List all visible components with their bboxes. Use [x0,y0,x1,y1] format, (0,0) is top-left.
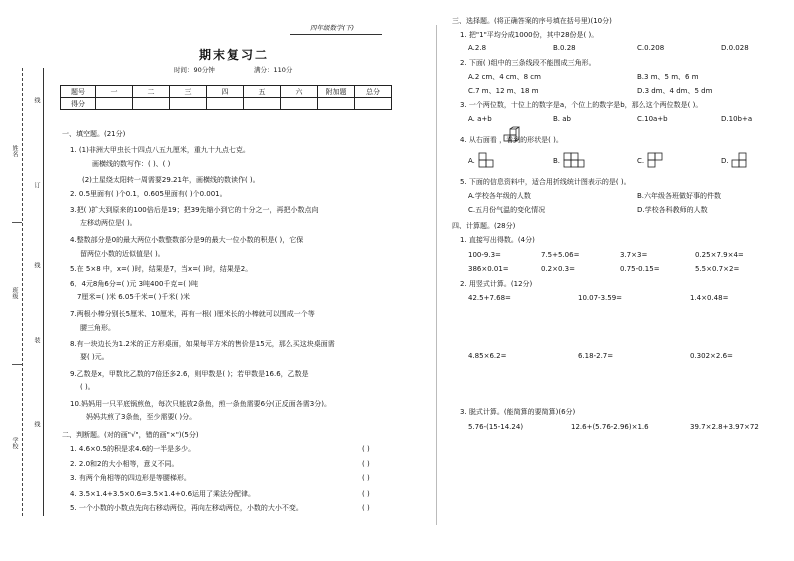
fill-q10a: 10.妈妈用一只平底锅煎鱼，每次只能放2条鱼，煎一条鱼需要6分(正反面各需3分)。 [70,400,331,408]
fill-q9a: 9.乙数是x，甲数比乙数的7倍还多2.6，则甲数是( )；若甲数是16.6，乙数是 [70,370,309,378]
choice-q2-b: B.3 m、5 m、6 m [637,73,699,81]
judge-answer-4[interactable]: ( ) [362,490,370,498]
vertical-calc: 10.07-3.59= [578,294,623,302]
fill-q1b: 画横线的数写作：( )、( ) [92,160,171,168]
choice-q4-c: C. [637,157,645,165]
choice-q4-a: A. [468,157,475,165]
fill-q7b: 腰三角形。 [80,324,115,332]
grade-subject: 四年级数学(下) [310,24,355,32]
vertical-calc: 4.85×6.2= [468,352,507,360]
oral-calc: 7.5+5.06= [541,251,580,259]
choice-q3-d: D.10b+a [721,115,753,123]
score-header-cell: 四 [207,86,244,98]
score-value-row [61,98,392,110]
judge-answer-5[interactable]: ( ) [362,504,370,512]
vertical-calc: 0.302×2.6= [690,352,733,360]
step-calc: 39.7×2.8+3.97×72 [690,423,759,431]
score-cell[interactable] [133,98,170,110]
name-blank [12,150,22,223]
oral-calc: 386×0.01= [468,265,509,273]
fill-q6a: 6．4元8角6分=( )元 3吨400千克=( )吨 [70,280,198,288]
judge-q5: 5. 一个小数的小数点先向右移动两位，再向左移动两位，小数的大小不变。 [70,504,303,512]
view-option-a-icon [478,152,494,168]
view-option-d-icon [731,152,747,168]
oral-calc: 0.25×7.9×4= [695,251,744,259]
fill-q10b: 妈妈共煎了3条鱼，至少需要( )分。 [86,413,197,421]
choice-q1-b: B.0.28 [553,44,576,52]
step-calc: 5.76-(15-14.24) [468,423,524,431]
fill-q1c: (2)土星绕太阳转一周需要29.21年，画横线的数读作( )。 [82,176,260,184]
fill-q7a: 7.两根小棒分别长5厘米、10厘米，再有一根( )厘米长的小棒就可以围成一个等 [70,310,315,318]
view-option-c-icon [647,152,663,168]
score-table [60,85,392,110]
section-2-heading: 二、判断题。(对的画"√"，错的画"×")(5分) [62,431,199,439]
choice-q3-b: B. ab [553,115,571,123]
score-header-cell: 题号 [61,86,96,98]
choice-q1-d: D.0.028 [721,44,749,52]
oral-calc: 0.75-0.15= [620,265,660,273]
choice-q5: 5. 下面的信息资料中，适合用折线统计图表示的是( )。 [460,178,631,186]
fill-q3b: 左移动两位是( )。 [80,219,137,227]
score-header-cell: 六 [281,86,318,98]
judge-q3: 3. 有两个角相等的四边形是等腰梯形。 [70,474,191,482]
choice-q2-a: A.2 cm、4 cm、8 cm [468,73,541,81]
cut-mark-line: 线 [33,97,40,103]
choice-q5-d: D.学校各科教师的人数 [637,206,708,214]
score-cell[interactable] [244,98,281,110]
score-cell[interactable] [318,98,355,110]
calc-1-heading: 1. 直接写出得数。(4分) [460,236,535,244]
binding-strip [0,0,60,561]
choice-q1-a: A.2.8 [468,44,487,52]
score-header-cell: 五 [244,86,281,98]
judge-answer-2[interactable]: ( ) [362,460,370,468]
score-cell[interactable] [170,98,207,110]
score-header-cell: 一 [96,86,133,98]
time-limit: 时间：90分钟 [174,66,215,74]
choice-q3: 3. 一个两位数，十位上的数字是a，个位上的数字是b，那么这个两位数是( )。 [460,101,703,109]
page-title: 期末复习二 [199,48,270,62]
choice-q2-c: C.7 m、12 m、18 m [468,87,539,95]
judge-q1: 1. 4.6×0.5的积是求4.6的一半是多少。 [70,445,196,453]
score-cell[interactable] [207,98,244,110]
choice-q2: 2. 下面( )组中的三条线段不能围成三角形。 [460,59,596,67]
judge-q4: 4. 3.5×1.4+3.5×0.6=3.5×1.4+0.6运用了乘法分配律。 [70,490,256,498]
section-4-heading: 四、计算题。(28分) [452,222,516,230]
view-option-b-icon [563,152,585,168]
fill-q4b: 留两位小数的近似值是( )。 [80,250,165,258]
score-header-row [61,86,392,98]
score-cell[interactable] [96,98,133,110]
oral-calc: 5.5×0.7×2= [695,265,740,273]
oral-calc: 100-9.3= [468,251,501,259]
name-label: 姓名 [11,145,18,157]
class-label: 班级 [11,287,18,299]
column-divider [436,25,437,525]
choice-q4-d: D. [721,157,729,165]
choice-q5-b: B.六年级各班做好事的件数 [637,192,722,200]
cut-mark-line-3: 线 [33,421,40,427]
cut-mark-line-2: 线 [33,262,40,268]
choice-q5-a: A.学校各年级的人数 [468,192,531,200]
fill-q5: 5.在 5×8 中，x=( )时，结果是7，当x=( )时，结果是2。 [70,265,253,273]
oral-calc: 0.2×0.3= [541,265,575,273]
calc-3-heading: 3. 脱式计算。(能简算的要简算)(6分) [460,408,576,416]
section-3-heading: 三、选择题。(将正确答案的序号填在括号里)(10分) [452,17,612,25]
fill-q1a: 1. (1)非洲大甲虫长十四点八五九厘米，重九十九点七克。 [70,146,250,154]
oral-calc: 3.7×3= [620,251,648,259]
school-label: 学校 [11,437,18,449]
choice-q3-c: C.10a+b [637,115,668,123]
score-header-cell: 三 [170,86,207,98]
choice-q3-a: A. a+b [468,115,492,123]
cube-stack-icon [502,126,522,146]
vertical-calc: 1.4×0.48= [690,294,729,302]
full-score: 满分：110分 [254,66,293,74]
fill-q8b: 要( )元。 [80,353,109,361]
score-header-cell: 总分 [355,86,392,98]
cut-mark-pack: 装 [33,337,40,343]
choice-q4-b: B. [553,157,561,165]
judge-answer-3[interactable]: ( ) [362,474,370,482]
score-header-cell: 二 [133,86,170,98]
score-cell[interactable] [281,98,318,110]
score-value-label: 得分 [61,98,96,110]
choice-q4: 4. 从右面看 ，看到的形状是( )。 [460,136,563,144]
class-blank [12,292,22,365]
choice-q5-c: C.五月份气温的变化情况 [468,206,546,214]
step-calc: 12.6+(5.76-2.96)×1.6 [571,423,649,431]
fill-q6b: 7厘米=( )米 6.05千米=( )千米( )米 [77,293,191,301]
vertical-calc: 6.18-2.7= [578,352,614,360]
judge-q2: 2. 2.0和2的大小相等，意义不同。 [70,460,179,468]
binding-line [43,68,44,516]
score-header-cell: 附加题 [318,86,355,98]
choice-q1-c: C.0.208 [637,44,665,52]
fill-q8a: 8.有一块边长为1.2米的正方形桌面，如果每平方米的售价是15元，那么买这块桌面需 [70,340,335,348]
calc-2-heading: 2. 用竖式计算。(12分) [460,280,533,288]
choice-q2-d: D.3 dm、4 dm、5 dm [637,87,713,95]
header-rule [290,34,382,35]
score-cell[interactable] [355,98,392,110]
fill-q3a: 3.把( )扩大到原来的100倍后是19；把39先缩小到它的十分之一，再把小数点向 [70,206,319,214]
fill-q4a: 4.整数部分是0的最大两位小数整数部分是9的最大一位小数的积是( )，它保 [70,236,304,244]
choice-q1: 1. 把"1"平均分成1000份，其中28份是( )。 [460,31,599,39]
judge-answer-1[interactable]: ( ) [362,445,370,453]
vertical-calc: 42.5+7.68= [468,294,511,302]
fill-q9b: ( )。 [80,383,95,391]
cut-mark-bind: 订 [33,182,40,188]
section-1-heading: 一、填空题。(21分) [62,130,126,138]
cut-line [22,68,23,516]
fill-q2: 2. 0.5里面有( )个0.1，0.605里面有( )个0.001。 [70,190,227,198]
